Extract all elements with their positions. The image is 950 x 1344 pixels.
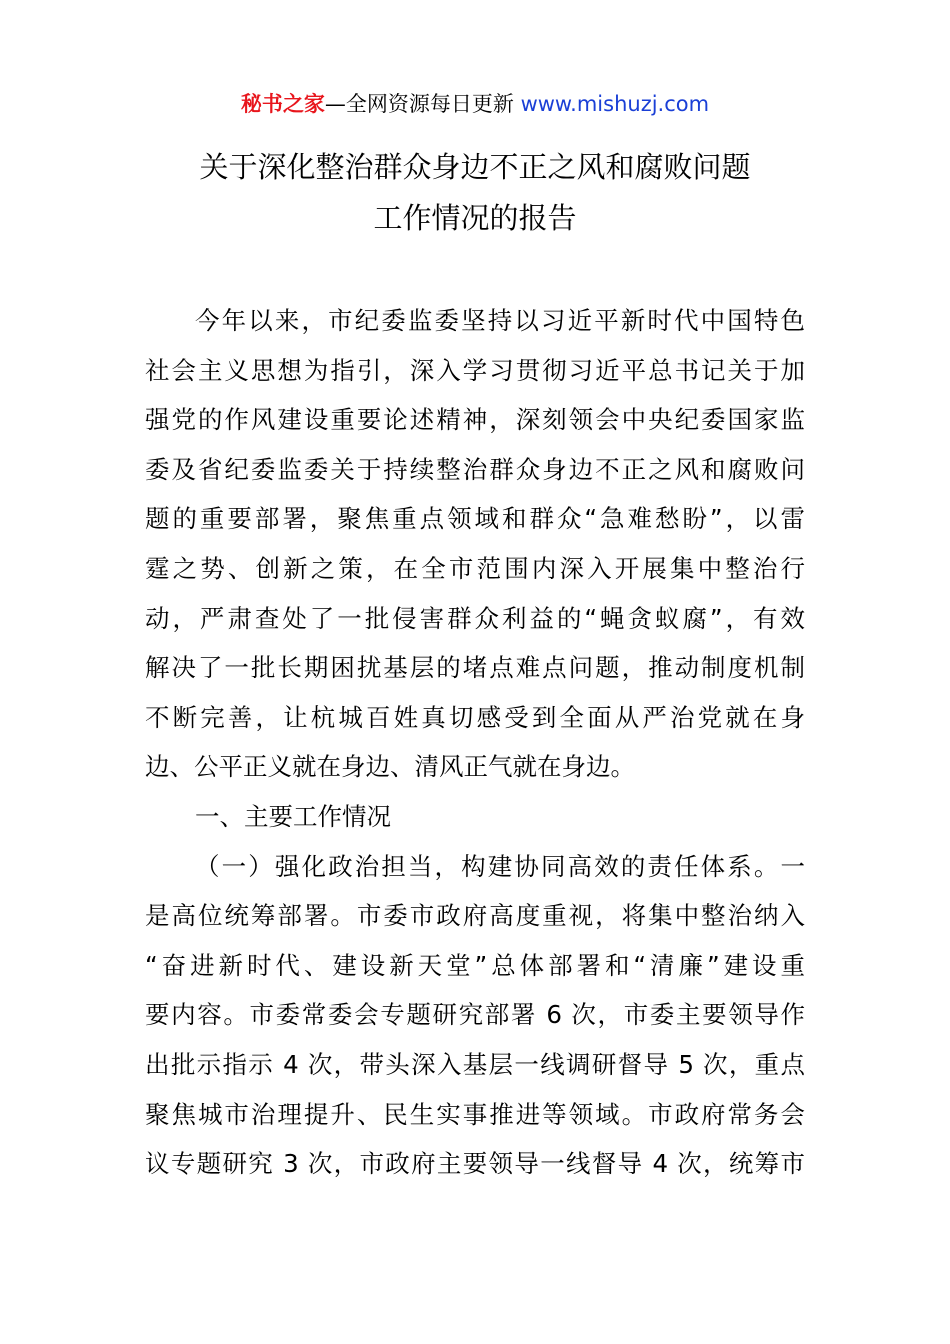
paragraph-line: 议专题研究 3 次，市政府主要领导一线督导 4 次，统筹市 — [145, 1149, 805, 1179]
paragraph-line: 解决了一批长期困扰基层的堵点难点问题，推动制度机制 — [145, 653, 805, 683]
site-header — [0, 88, 950, 120]
paragraph-line: 聚焦城市治理提升、民生实事推进等领域。市政府常务会 — [145, 1099, 805, 1129]
paragraph-line: 不断完善，让杭城百姓真切感受到全面从严治党就在身 — [145, 702, 805, 732]
header-tagline: —全网资源每日更新 — [324, 92, 521, 116]
document-body — [145, 296, 805, 1189]
paragraph-line: 强党的作风建设重要论述精神，深刻领会中央纪委国家监 — [145, 405, 805, 435]
paragraph-line: 边、公平正义就在身边、清风正气就在身边。 — [145, 752, 635, 782]
paragraph-line: 是高位统筹部署。市委市政府高度重视，将集中整治纳入 — [145, 901, 805, 931]
paragraph-line: “奋进新时代、建设新天堂”总体部署和“清廉”建设重 — [145, 950, 805, 980]
document-title-line-1: 关于深化整治群众身边不正之风和腐败问题 — [199, 150, 751, 184]
site-url[interactable]: www.mishuzj.com — [520, 92, 710, 116]
paragraph-line: 霆之势、创新之策，在全市范围内深入开展集中整治行 — [145, 553, 805, 583]
paragraph-line: 委及省纪委监委关于持续整治群众身边不正之风和腐败问 — [145, 454, 805, 484]
paragraph-line: 出批示指示 4 次，带头深入基层一线调研督导 5 次，重点 — [145, 1049, 805, 1079]
paragraph-line: 动，严肃查处了一批侵害群众利益的“蝇贪蚁腐”，有效 — [145, 603, 805, 633]
paragraph-line: 社会主义思想为指引，深入学习贯彻习近平总书记关于加 — [145, 355, 805, 385]
paragraph-line: （一）强化政治担当，构建协同高效的责任体系。一 — [195, 851, 805, 881]
section-heading: 一、主要工作情况 — [195, 801, 391, 831]
paragraph-line: 要内容。市委常委会专题研究部署 6 次，市委主要领导作 — [145, 1000, 805, 1030]
document-title-line-2: 工作情况的报告 — [373, 201, 577, 235]
paragraph-line: 题的重要部署，聚焦重点领域和群众“急难愁盼”，以雷 — [145, 504, 805, 534]
paragraph-line: 今年以来，市纪委监委坚持以习近平新时代中国特色 — [195, 306, 805, 335]
brand-name: 秘书之家 — [240, 92, 325, 116]
